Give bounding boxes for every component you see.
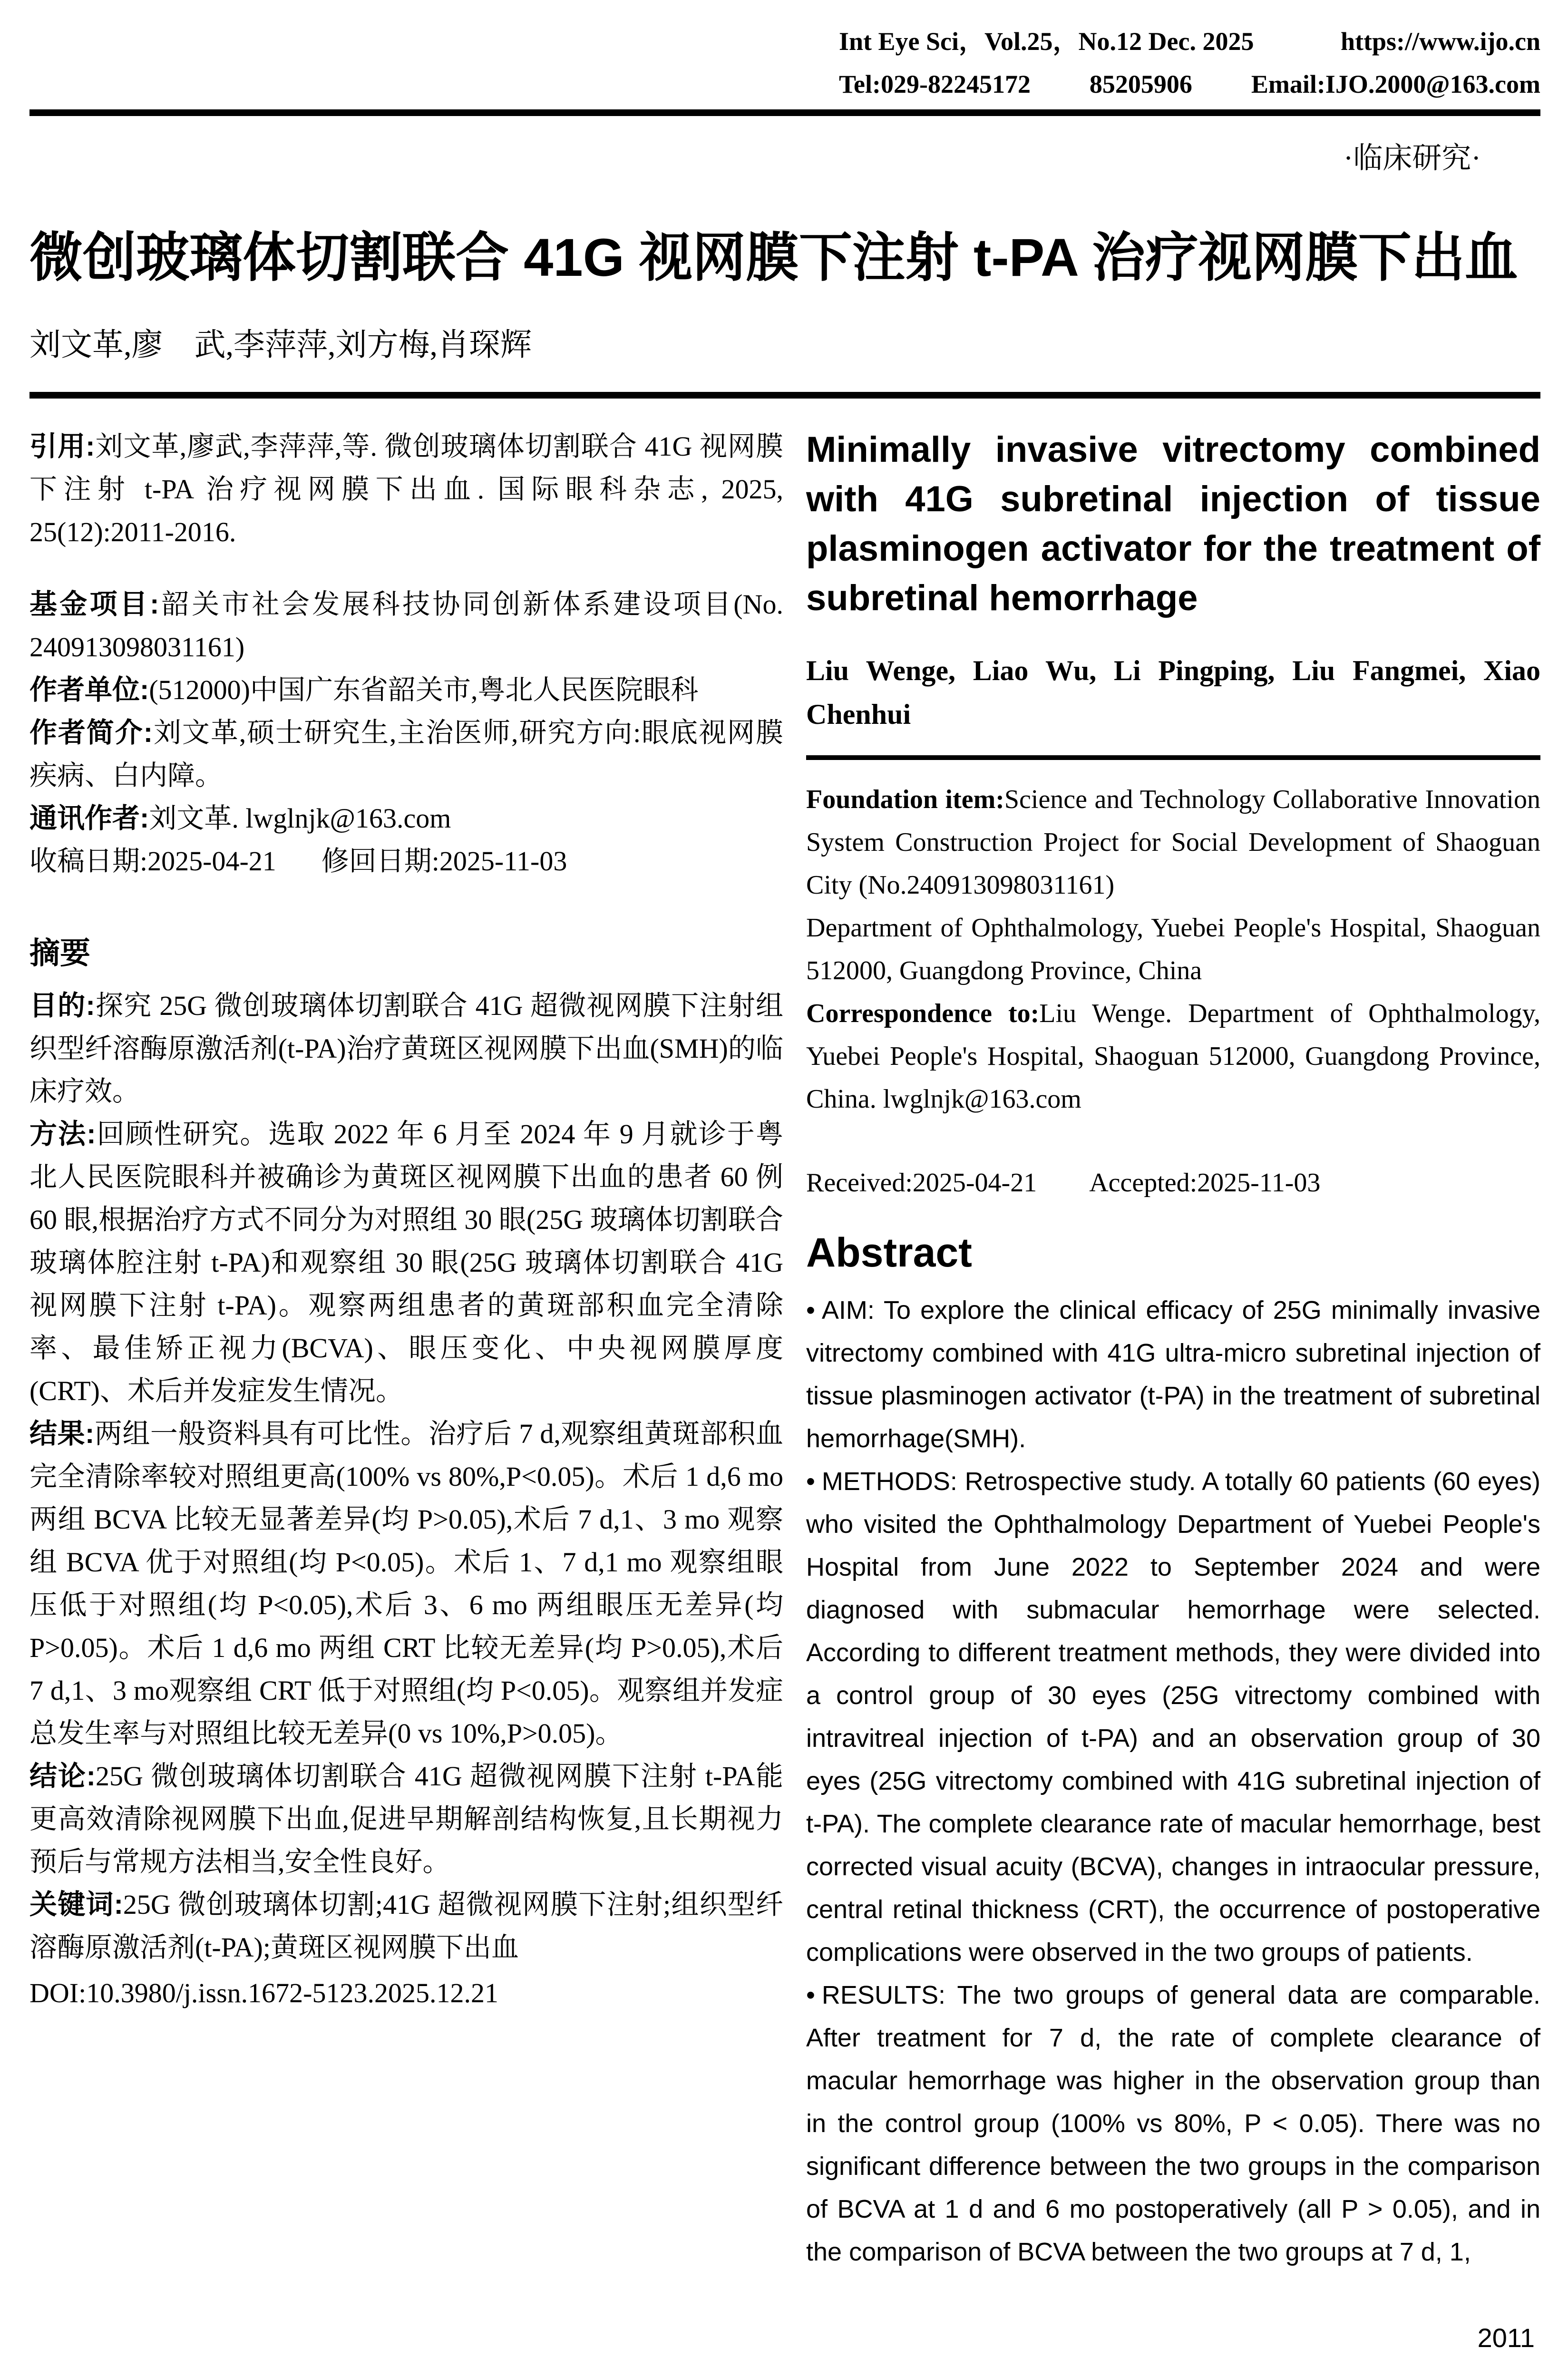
cn-correspondence-text: 刘文革. lwglnjk@163.com <box>149 803 451 834</box>
cn-results-paragraph <box>29 1413 783 1755</box>
doi-line: DOI:10.3980/j.issn.1672-5123.2025.12.21 <box>29 1978 498 2008</box>
en-foundation-paragraph <box>806 778 1540 906</box>
en-article-title: Minimally invasive vitrectomy combined with 41G subretinal injection of tissue plasminogen activator for the treatment of subretinal hemorrhage <box>806 429 1540 618</box>
en-accepted-label: Accepted: <box>1089 1168 1198 1198</box>
en-aim-text: To explore the clinical efficacy of 25G minimally invasive vitrectomy combined with 41G ultra-micro subretinal injection of tissue plasminogen activator (t-PA) in the treatment of subretinal hemorrhage(SMH). <box>806 1296 1540 1453</box>
en-methods-text: Retrospective study. A totally 60 patients (60 eyes) who visited the Ophthalmology Department of Yuebei People's Hospital from June 2022 to September 2024 and were diagnosed with submacular hemorrhage were selected. According to different treatment methods, they were divided into a control group of 30 eyes (25G vitrectomy combined with intravitreal injection of t-PA) and an observation group of 30 eyes (25G vitrectomy combined with 41G subretinal injection of t-PA). The complete clearance rate of macular hemorrhage, best corrected visual acuity (BCVA), changes in intraocular pressure, central retinal thickness (CRT), the occurrence of postoperative complications were observed in the two groups of patients. <box>806 1467 1540 1967</box>
cn-abstract-heading: 摘要 <box>29 936 90 970</box>
en-foundation-text: Science and Technology Collaborative Innovation System Construction Project for Social Development of Shaoguan City (No.240913098031161) <box>806 785 1540 900</box>
bullet-icon: • <box>806 1467 815 1496</box>
cn-correspondence-paragraph <box>29 797 783 840</box>
cn-foundation-paragraph <box>29 583 783 669</box>
cn-received-date: 2025-04-21 <box>147 846 276 877</box>
cn-affiliation-text: (512000)中国广东省韶关市,粤北人民医院眼科 <box>149 674 699 705</box>
header-rule <box>29 109 1540 116</box>
cn-bio-paragraph <box>29 711 783 797</box>
cn-conclusion-paragraph <box>29 1755 783 1883</box>
en-correspondence-text: Liu Wenge. Department of Ophthalmology, Yuebei People's Hospital, Shaoguan 512000, Guangdong Province, China. lwglnjk@163.com <box>806 999 1540 1114</box>
cn-received-label: 收稿日期: <box>29 846 148 877</box>
en-correspondence-label: Correspondence to: <box>806 999 1040 1028</box>
cn-aim-text: 探究 25G 微创玻璃体切割联合 41G 超微视网膜下注射组织型纤溶酶原激活剂(t-PA)治疗黄斑区视网膜下出血(SMH)的临床疗效。 <box>29 990 783 1107</box>
cn-affiliation-label: 作者单位: <box>29 674 149 705</box>
masthead-line-1 <box>839 20 1540 63</box>
cn-aim-label: 目的: <box>29 990 95 1021</box>
cn-foundation-text: 韶关市社会发展科技协同创新体系建设项目(No. 240913098031161) <box>29 589 783 662</box>
en-dates-line <box>806 1161 1540 1204</box>
en-accepted-date: 2025-11-03 <box>1197 1168 1321 1198</box>
citation-text: 刘文革,廖武,李萍萍,等. 微创玻璃体切割联合 41G 视网膜下注射 t-PA 治疗视网膜下出血. 国际眼科杂志, 2025, 25(12):2011-2016. <box>29 431 783 547</box>
cn-article-title: 微创玻璃体切割联合 41G 视网膜下注射 t-PA 治疗视网膜下出血 <box>29 228 1518 287</box>
cn-revised-date: 2025-11-03 <box>439 846 567 877</box>
en-methods-paragraph <box>806 1460 1540 1974</box>
cn-revised-label: 修回日期: <box>321 846 439 877</box>
en-results-text: The two groups of general data are comparable. After treatment for 7 d, the rate of complete clearance of macular hemorrhage was higher in the observation group than in the control group (100% vs 80%, P < 0.05). There was no significant difference between the two groups in the comparison of BCVA at 1 d and 6 mo postoperatively (all P > 0.05), and in the comparison of BCVA between the two groups at 7 d, 1, <box>806 1981 1541 2266</box>
cn-bio-label: 作者简介: <box>29 717 153 748</box>
en-abstract-heading: Abstract <box>806 1230 972 1276</box>
bullet-icon: • <box>806 1296 815 1325</box>
journal-tel: Tel:029-82245172 <box>839 70 1031 98</box>
en-column <box>806 425 1540 2273</box>
cn-methods-paragraph <box>29 1113 783 1413</box>
section-label: ·临床研究· <box>1343 142 1481 175</box>
cn-aim-paragraph <box>29 984 783 1113</box>
cn-results-label: 结果: <box>29 1418 95 1449</box>
citation-label: 引用: <box>29 431 95 462</box>
journal-url: https://www.ijo.cn <box>1340 27 1540 56</box>
cn-keywords-text: 25G 微创玻璃体切割;41G 超微视网膜下注射;组织型纤溶酶原激活剂(t-PA);黄斑区视网膜下出血 <box>29 1889 783 1963</box>
journal-email: Email:IJO.2000@163.com <box>1251 70 1540 98</box>
cn-methods-label: 方法: <box>29 1119 96 1150</box>
cn-conclusion-label: 结论: <box>29 1761 96 1792</box>
en-authors: Liu Wenge, Liao Wu, Li Pingping, Liu Fangmei, Xiao Chenhui <box>806 655 1540 730</box>
two-column-body <box>29 425 1540 2273</box>
cn-column <box>29 425 783 2015</box>
title-divider-rule <box>29 392 1540 399</box>
cn-dates-line <box>29 840 783 883</box>
en-foundation-label: Foundation item: <box>806 785 1004 814</box>
cn-bio-text: 刘文革,硕士研究生,主治医师,研究方向:眼底视网膜疾病、白内障。 <box>29 717 783 791</box>
cn-results-text: 两组一般资料具有可比性。治疗后 7 d,观察组黄斑部积血完全清除率较对照组更高(100% vs 80%,P<0.05)。术后 1 d,6 mo 两组 BCVA 比较无显著差异(均 P>0.05),术后 7 d,1、3 mo 观察组 BCVA 优于对照组(均 P<0.05)。术后 1、7 d,1 mo 观察组眼压低于对照组(均 P<0.05),术后 3、6 mo 两组眼压无差异(均 P>0.05)。术后 1 d,6 mo 两组 CRT 比较无差异(均 P>0.05),术后 7 d,1、3 mo观察组 CRT 低于对照组(均 P<0.05)。观察组并发症总发生率与对照组比较无差异(0 vs 10%,P>0.05)。 <box>29 1418 783 1749</box>
en-methods-label: METHODS: <box>821 1467 957 1496</box>
cn-foundation-label: 基金项目: <box>29 589 159 620</box>
journal-phone: 85205906 <box>1089 70 1192 98</box>
cn-keywords-paragraph <box>29 1883 783 1969</box>
en-received-label: Received: <box>806 1168 913 1198</box>
masthead-line-2 <box>839 63 1540 106</box>
en-aim-label: AIM: <box>821 1296 875 1325</box>
en-affiliation-paragraph: Department of Ophthalmology, Yuebei People's Hospital, Shaoguan 512000, Guangdong Province, China <box>806 913 1540 985</box>
cn-authors: 刘文革,廖 武,李萍萍,刘方梅,肖琛辉 <box>29 328 532 362</box>
cn-methods-text: 回顾性研究。选取 2022 年 6 月至 2024 年 9 月就诊于粤北人民医院眼科并被确诊为黄斑区视网膜下出血的患者 60 例 60 眼,根据治疗方式不同分为对照组 30 眼(25G 玻璃体切割联合玻璃体腔注射 t-PA)和观察组 30 眼(25G 玻璃体切割联合 41G 视网膜下注射 t-PA)。观察两组患者的黄斑部积血完全清除率、最佳矫正视力(BCVA)、眼压变化、中央视网膜厚度(CRT)、术后并发症发生情况。 <box>29 1119 783 1406</box>
en-results-paragraph <box>806 1974 1540 2273</box>
page-number: 2011 <box>1477 2323 1535 2353</box>
en-aim-paragraph <box>806 1289 1540 1460</box>
bullet-icon: • <box>806 1981 815 2009</box>
cn-correspondence-label: 通讯作者: <box>29 803 149 834</box>
cn-affiliation-paragraph <box>29 669 783 711</box>
en-received-date: 2025-04-21 <box>912 1168 1037 1198</box>
journal-volume-info: Int Eye Sci，Vol.25，No.12 Dec. 2025 <box>839 27 1254 56</box>
en-correspondence-paragraph <box>806 992 1540 1120</box>
en-results-label: RESULTS: <box>821 1981 945 2009</box>
cn-conclusion-text: 25G 微创玻璃体切割联合 41G 超微视网膜下注射 t-PA能更高效清除视网膜下出血,促进早期解剖结构恢复,且长期视力预后与常规方法相当,安全性良好。 <box>29 1761 783 1877</box>
en-column-rule <box>806 755 1540 760</box>
cn-keywords-label: 关键词: <box>29 1889 123 1920</box>
masthead <box>839 20 1540 106</box>
citation-paragraph <box>29 425 783 554</box>
